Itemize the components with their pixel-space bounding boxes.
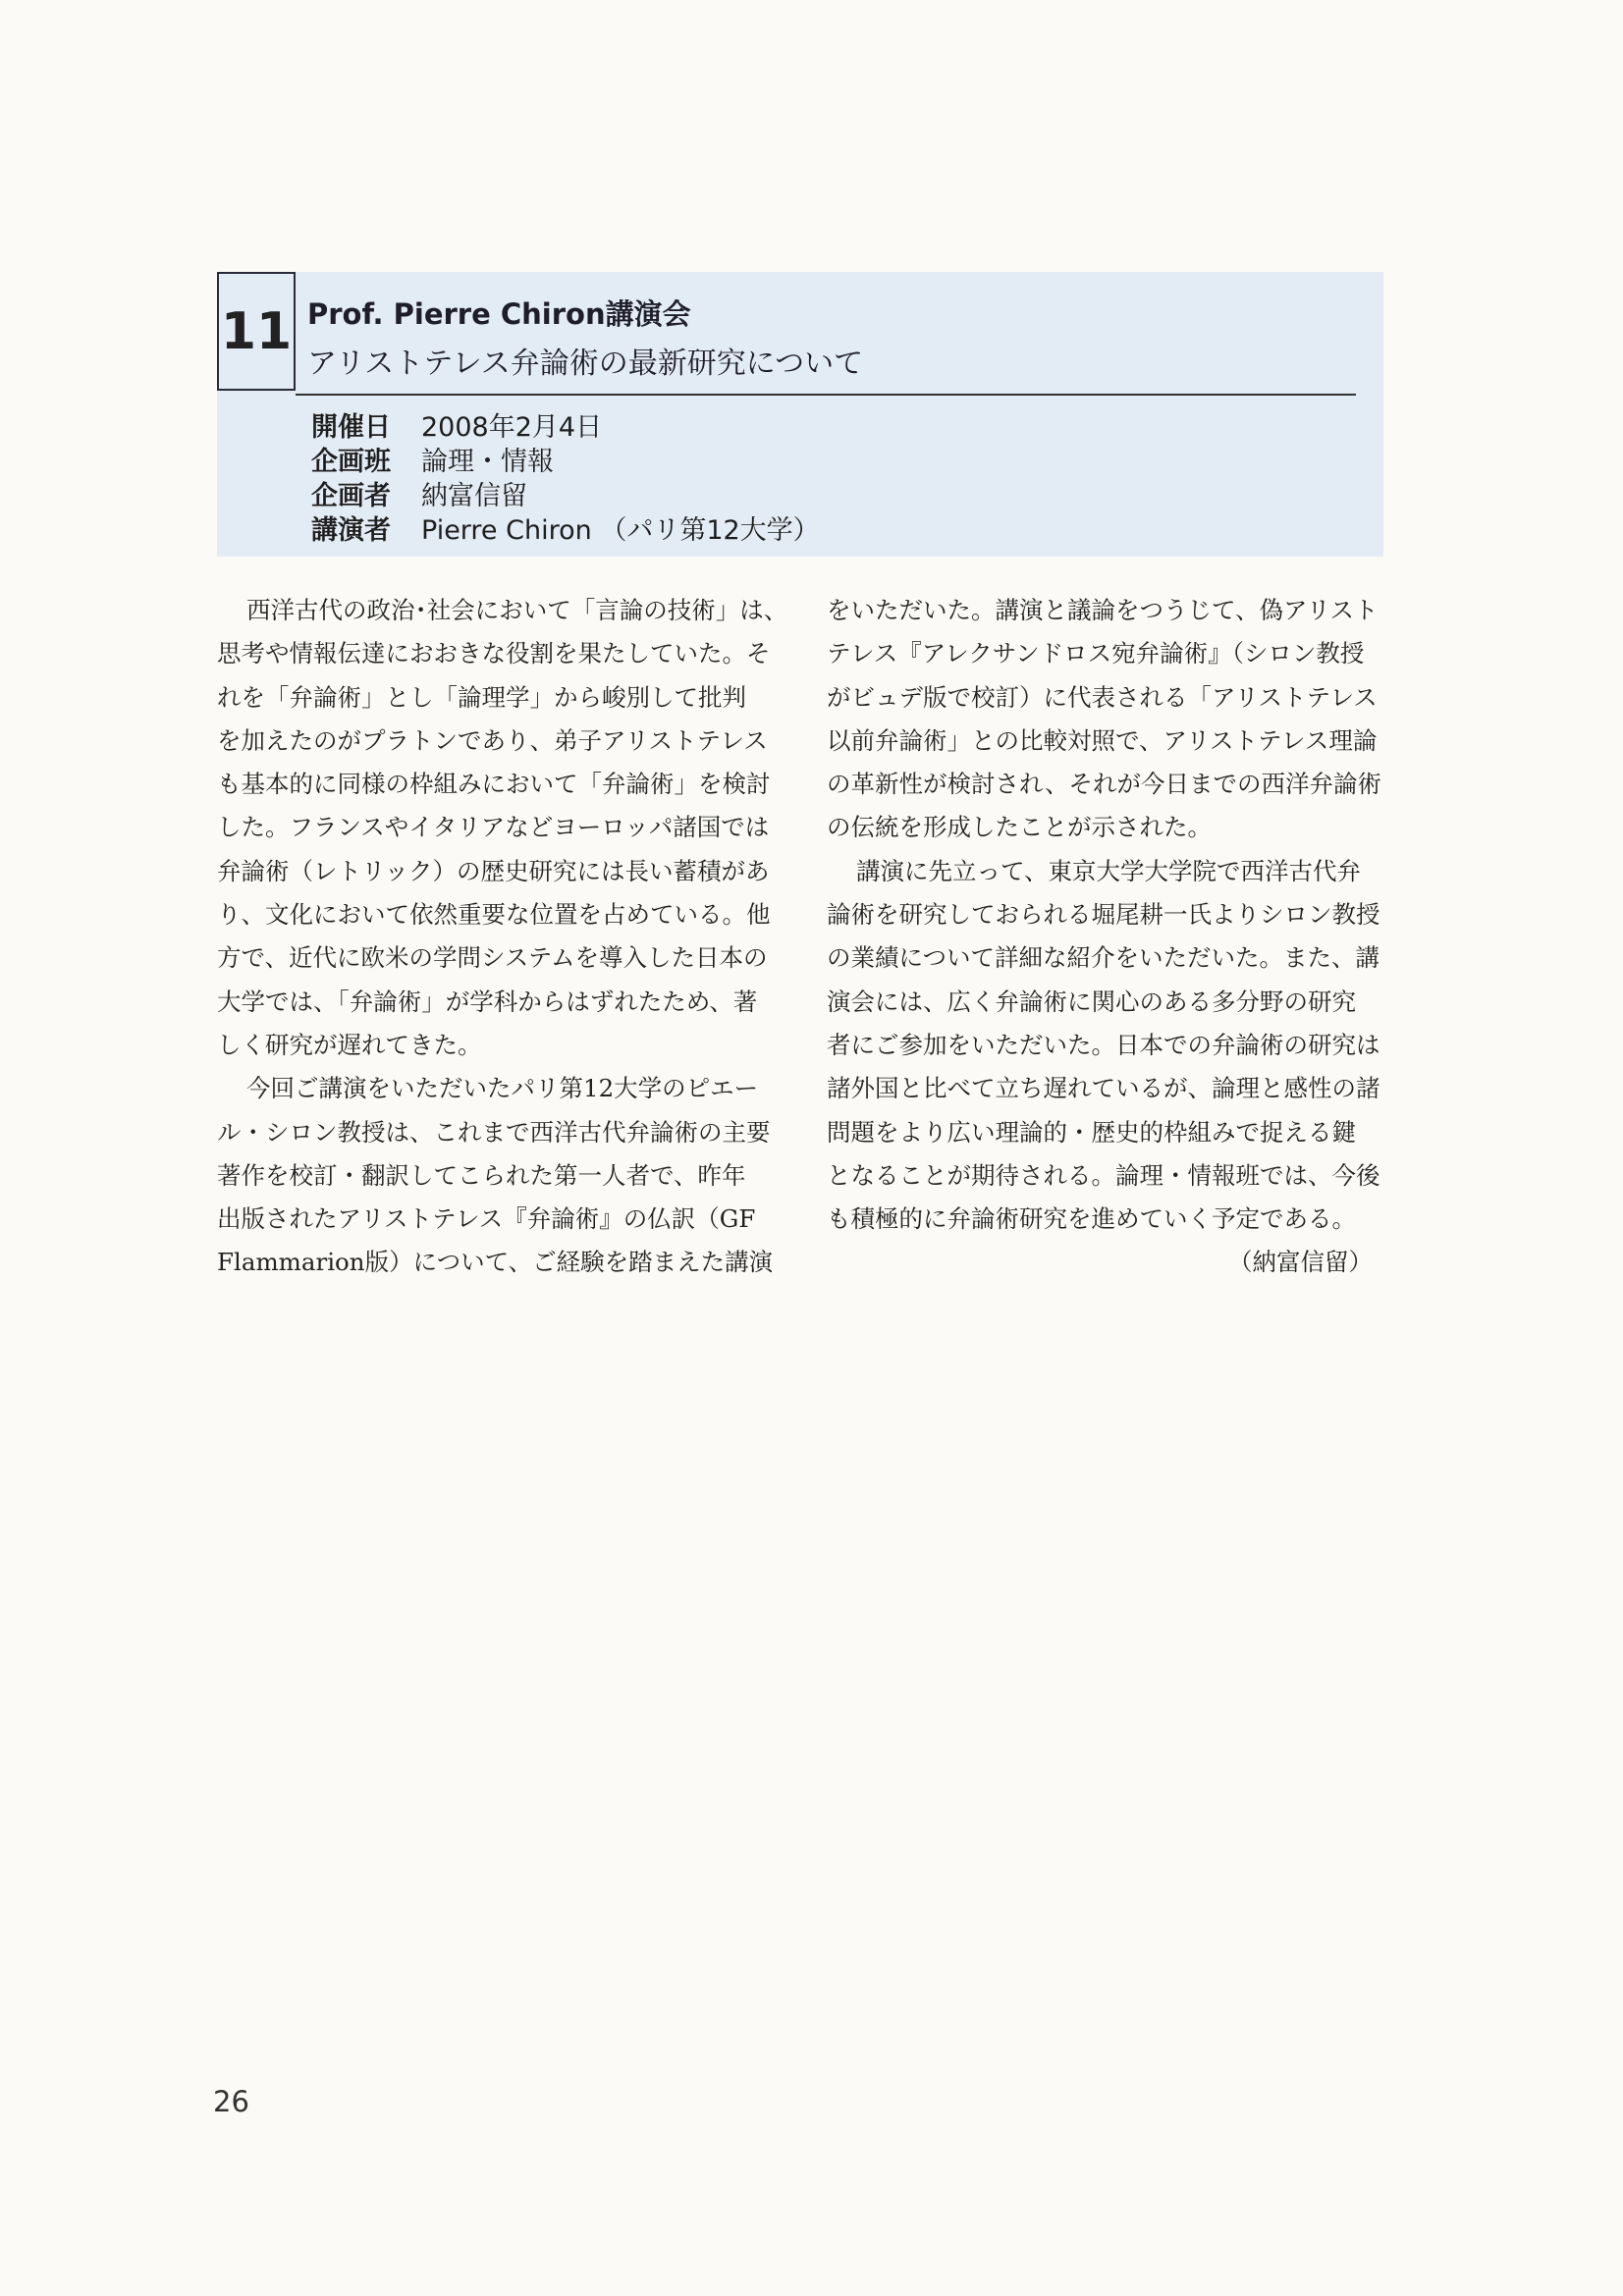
body-line: り、文化において依然重要な位置を占めている。他 — [217, 900, 771, 930]
meta-row-speaker — [311, 510, 820, 545]
body-column-right — [827, 589, 1381, 1285]
body-line: 者にご参加をいただいた。日本での弁論術の研究は — [827, 1030, 1380, 1059]
body-line: 諸外国と比べて立ち遅れているが、論理と感性の諸 — [827, 1074, 1380, 1103]
body-line: 今回ご講演をいただいたパリ第12大学のピエー — [246, 1074, 759, 1103]
body-line: 以前弁論術」との比較対照で、アリストテレス理論 — [827, 725, 1378, 755]
page-title: Prof. Pierre Chiron講演会 — [307, 297, 691, 331]
body-line: 著作を校訂・翻訳してこられた第一人者で、昨年 — [217, 1160, 746, 1190]
body-line: ル・シロン教授は、これまで西洋古代弁論術の主要 — [217, 1117, 771, 1147]
meta-row-organizer — [311, 476, 820, 510]
body-line: も積極的に弁論術研究を進めていく予定である。 — [827, 1204, 1356, 1234]
body-line: 大学では、「弁論術」が学科からはずれたため、著 — [217, 987, 758, 1016]
body-line: Flammarion版）について、ご経験を踏まえた講演 — [217, 1248, 774, 1277]
meta-row-group — [311, 442, 820, 476]
meta-key: 企画者 — [311, 481, 391, 511]
body-line: 問題をより広い理論的・歴史的枠組みで捉える鍵 — [827, 1117, 1356, 1147]
body-line: 出版されたアリストテレス『弁論術』の仏訳（GF — [217, 1204, 756, 1234]
page-subtitle: アリストテレス弁論術の最新研究について — [307, 347, 864, 381]
body-line: の革新性が検討され、それが今日までの西洋弁論術 — [827, 770, 1381, 799]
body-line: も基本的に同様の枠組みにおいて「弁論術」を検討 — [217, 770, 771, 799]
meta-value: Pierre Chiron （パリ第12大学） — [421, 515, 820, 546]
meta-key: 開催日 — [311, 412, 391, 443]
meta-value: 2008年2月4日 — [421, 412, 603, 443]
body-line: の伝統を形成したことが示された。 — [827, 813, 1212, 842]
body-line: 西洋古代の政治･社会において「言論の技術」は、 — [246, 596, 788, 624]
body-column-left — [217, 589, 788, 1285]
body-line: 演会には、広く弁論術に関心のある多分野の研究 — [827, 987, 1356, 1016]
meta-key: 企画班 — [311, 447, 391, 477]
body-line: 講演に先立って、東京大学大学院で西洋古代弁 — [856, 856, 1362, 885]
body-line: 方で、近代に欧米の学問システムを導入した日本の — [217, 943, 768, 973]
body-line: れを「弁論術」とし「論理学」から峻別して批判 — [217, 682, 746, 712]
meta-value: 納富信留 — [421, 481, 527, 511]
meta-key: 講演者 — [311, 515, 391, 546]
body-line: を加えたのがプラトンであり、弟子アリストテレス — [217, 725, 768, 755]
body-line: がビュデ版で校訂）に代表される「アリストテレス — [827, 682, 1378, 712]
body-line: 論術を研究しておられる堀尾耕一氏よりシロン教授 — [827, 900, 1380, 930]
event-details — [311, 407, 820, 545]
body-line: した。フランスやイタリアなどヨーロッパ諸国では — [217, 813, 770, 842]
page-number: 26 — [213, 2085, 249, 2118]
body-line: テレス『アレクサンドロス宛弁論術』（シロン教授 — [827, 639, 1365, 668]
author-signature: （納富信留） — [1228, 1248, 1373, 1277]
body-line: の業績について詳細な紹介をいただいた。また、講 — [827, 943, 1380, 973]
body-line: しく研究が遅れてきた。 — [217, 1030, 482, 1059]
body-line: 思考や情報伝達におおきな役割を果たしていた。そ — [217, 639, 771, 668]
body-line: をいただいた。講演と議論をつうじて、偽アリスト — [827, 596, 1379, 624]
body-line: 弁論術（レトリック）の歴史研究には長い蓄積があ — [217, 856, 770, 885]
meta-row-date — [311, 407, 820, 442]
body-line: となることが期待される。論理・情報班では、今後 — [827, 1160, 1380, 1190]
section-number: 11 — [217, 272, 296, 391]
header-divider — [296, 394, 1356, 396]
meta-value: 論理・情報 — [421, 447, 554, 477]
